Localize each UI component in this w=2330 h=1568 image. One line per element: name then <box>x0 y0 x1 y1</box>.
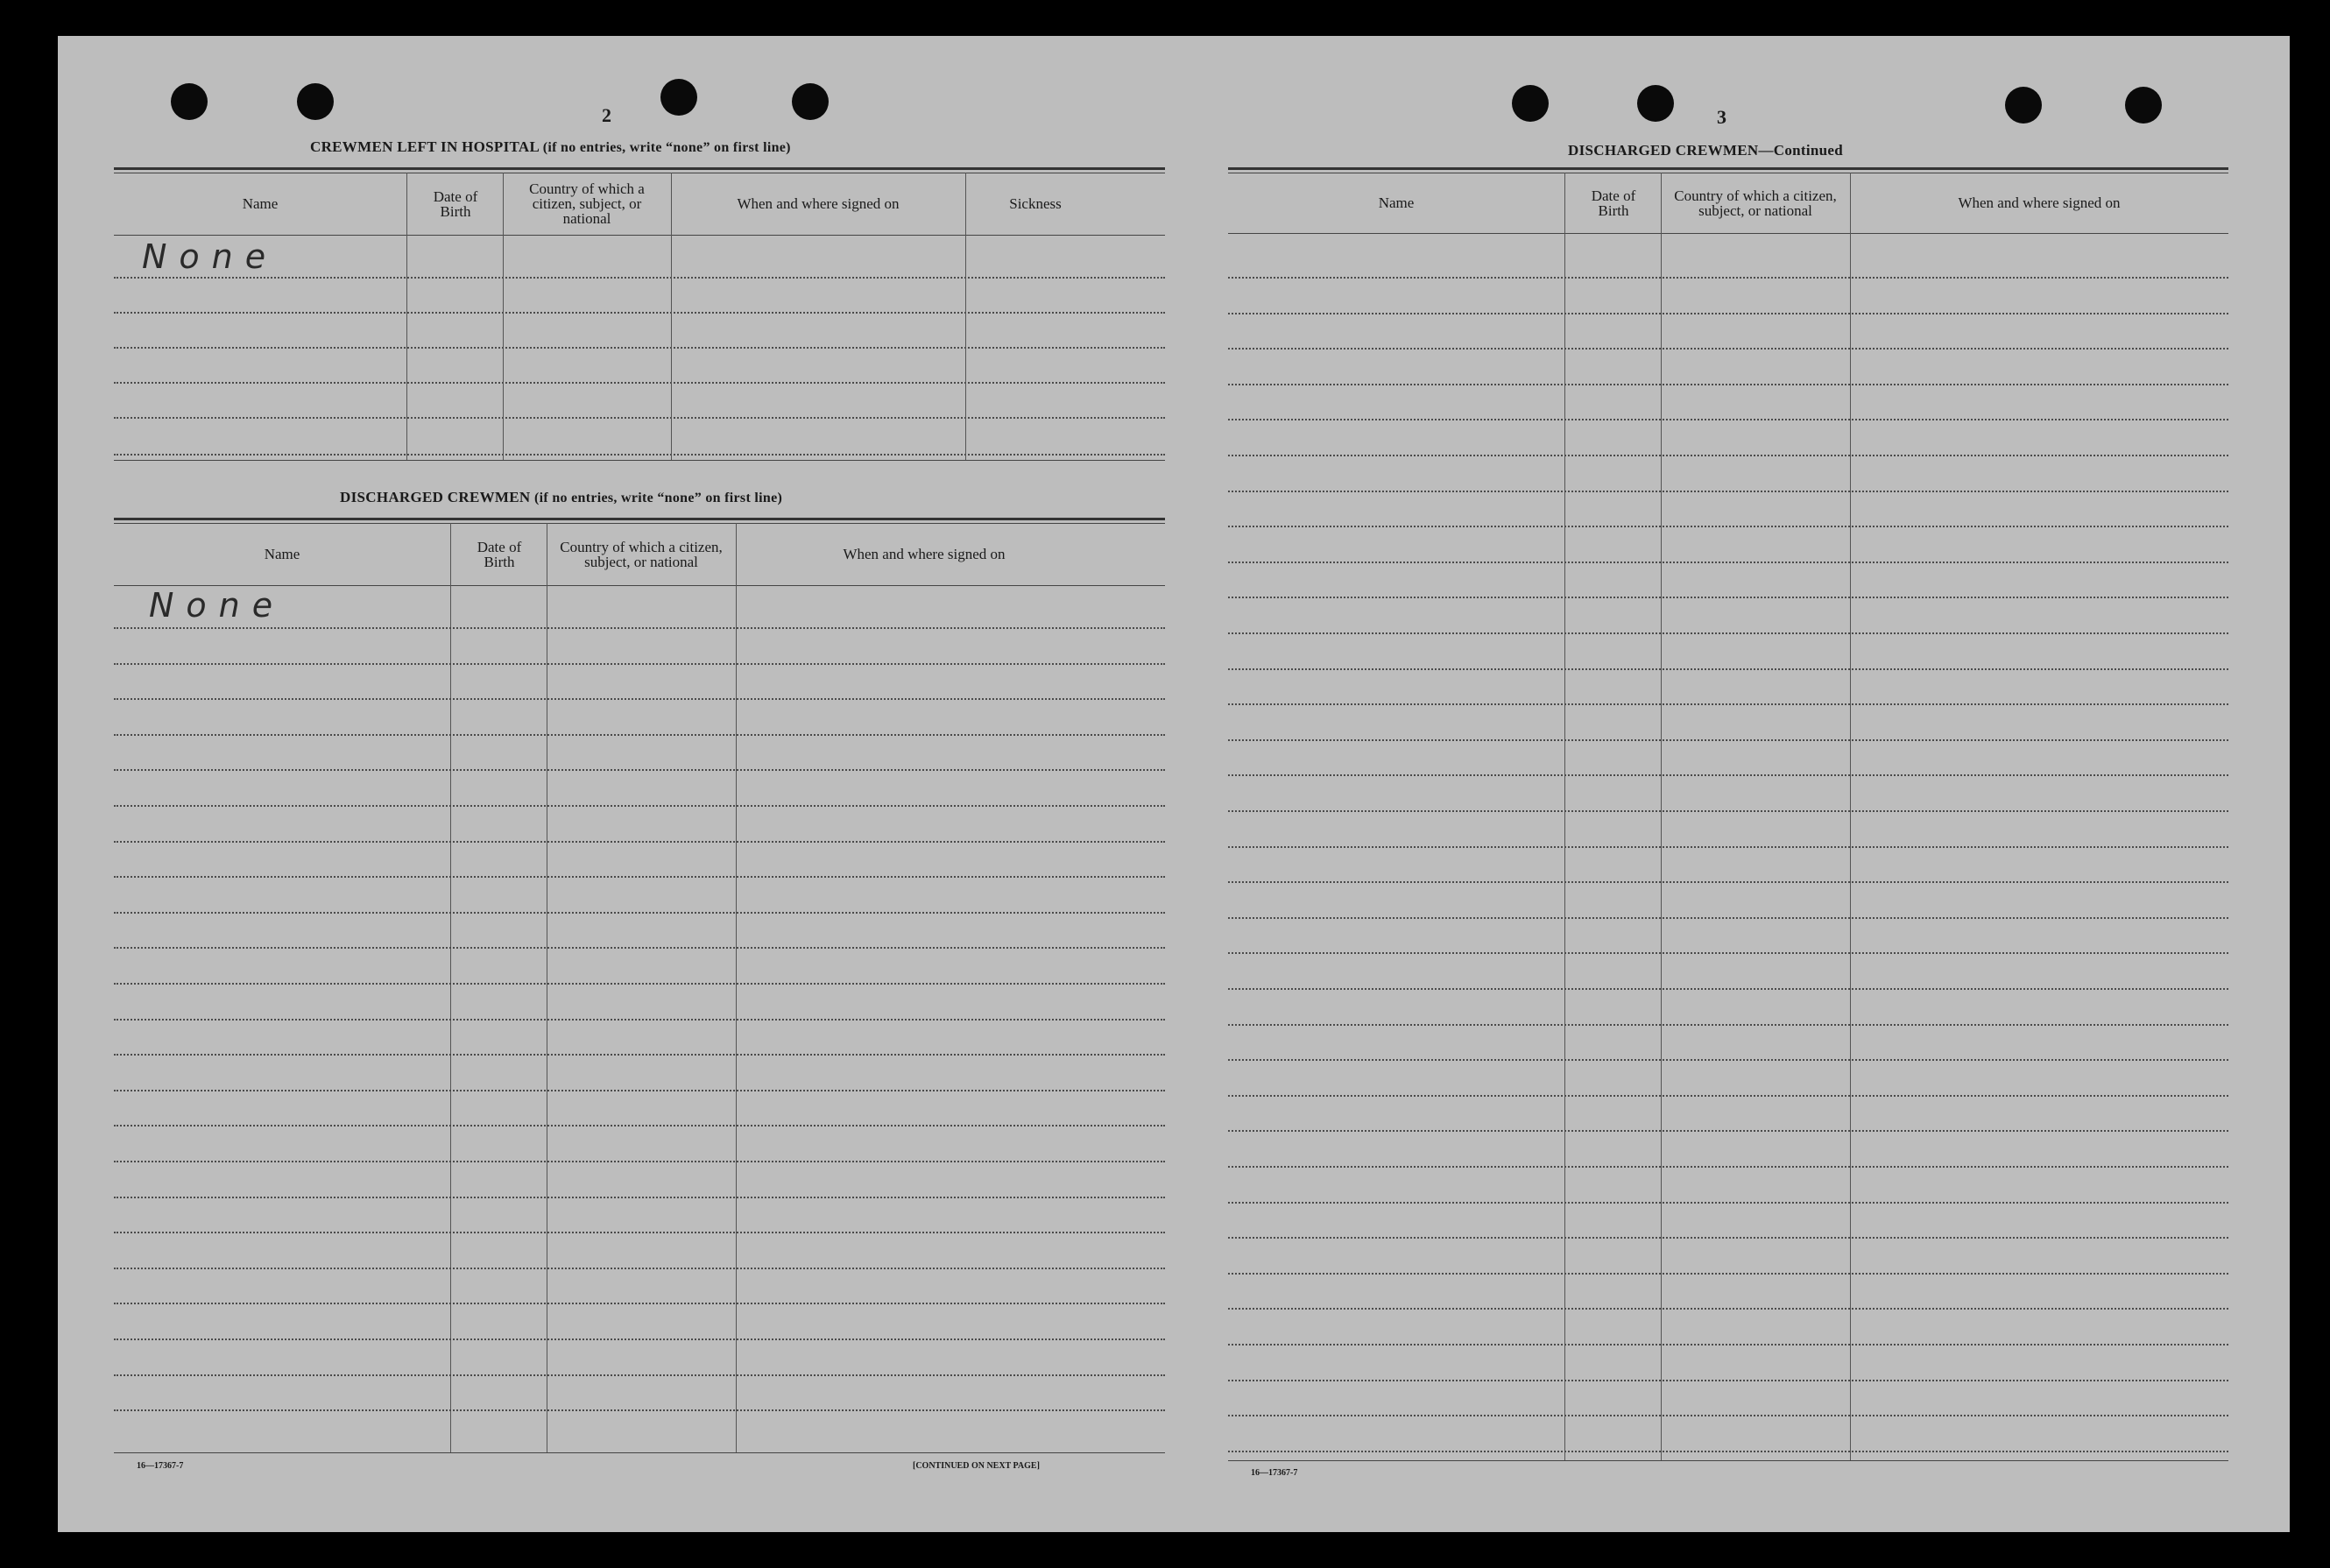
writing-line <box>114 769 1165 771</box>
writing-line <box>1228 491 2228 492</box>
discharged-title: DISCHARGED CREWMEN <box>340 489 531 505</box>
writing-line <box>1228 597 2228 598</box>
page-number-left: 2 <box>602 104 611 126</box>
right-header-date-of-birth: Date of Birth <box>1591 187 1636 219</box>
writing-line <box>1228 810 2228 812</box>
writing-line <box>114 627 1165 629</box>
punch-hole <box>171 83 208 120</box>
hospital-header-sickness: Sickness <box>1009 195 1062 212</box>
form-sheet <box>58 36 2290 1532</box>
writing-line <box>114 912 1165 914</box>
right-header-country: Country of which a citizen, subject, or national <box>1674 187 1837 219</box>
writing-line <box>114 698 1165 700</box>
discharged-header-signed-on: When and where signed on <box>843 546 1006 562</box>
hospital-table <box>114 167 1165 496</box>
form-number-left: 16—17367-7 <box>137 1461 184 1471</box>
discharged-table-right <box>1228 167 2228 1508</box>
writing-line <box>114 663 1165 665</box>
writing-line <box>1228 384 2228 385</box>
writing-line <box>114 1161 1165 1162</box>
discharged-header-name: Name <box>264 546 300 562</box>
punch-hole <box>660 79 697 116</box>
writing-line <box>1228 988 2228 990</box>
writing-line <box>114 876 1165 878</box>
punch-hole <box>2005 87 2042 124</box>
writing-line <box>1228 419 2228 420</box>
writing-line <box>1228 1344 2228 1346</box>
writing-line <box>1228 703 2228 705</box>
hospital-header-signed-on: When and where signed on <box>737 195 900 212</box>
discharged-entry-none: None <box>149 586 286 625</box>
writing-line <box>114 1090 1165 1091</box>
discharged-header-country: Country of which a citizen, subject, or national <box>560 538 723 570</box>
discharged-continued-title: DISCHARGED CREWMEN—Continued <box>1568 142 1843 159</box>
writing-line <box>1228 952 2228 954</box>
writing-line <box>1228 1202 2228 1204</box>
hospital-entry-none: None <box>142 237 279 276</box>
hospital-header-date-of-birth: Date of Birth <box>433 187 478 220</box>
writing-line <box>1228 455 2228 456</box>
writing-line <box>114 1054 1165 1056</box>
writing-line <box>1228 562 2228 563</box>
right-header-name: Name <box>1378 194 1415 211</box>
writing-line <box>114 1409 1165 1411</box>
writing-line <box>114 841 1165 843</box>
hospital-subtitle: (if no entries, write “none” on first line) <box>542 140 791 155</box>
writing-line <box>1228 1415 2228 1416</box>
punch-hole <box>792 83 829 120</box>
writing-line <box>114 1303 1165 1304</box>
discharged-subtitle: (if no entries, write “none” on first line) <box>534 491 783 505</box>
writing-line <box>1228 846 2228 848</box>
writing-line <box>1228 277 2228 279</box>
hospital-header-country: Country of which a citizen, subject, or national <box>529 180 645 227</box>
writing-line <box>1228 668 2228 670</box>
writing-line <box>114 1232 1165 1233</box>
writing-line <box>1228 1308 2228 1310</box>
writing-line <box>1228 1095 2228 1097</box>
writing-line <box>1228 313 2228 314</box>
continued-note: [CONTINUED ON NEXT PAGE] <box>913 1461 1040 1471</box>
punch-hole <box>1637 85 1674 122</box>
writing-line <box>114 1338 1165 1340</box>
writing-line <box>114 1268 1165 1269</box>
writing-line <box>1228 1059 2228 1061</box>
right-header-signed-on: When and where signed on <box>1958 194 2121 211</box>
writing-line <box>1228 739 2228 741</box>
writing-line <box>1228 1380 2228 1381</box>
writing-line <box>1228 1166 2228 1168</box>
writing-line <box>114 1374 1165 1376</box>
punch-hole <box>1512 85 1549 122</box>
writing-line <box>114 805 1165 807</box>
writing-line <box>1228 632 2228 634</box>
writing-line <box>1228 881 2228 883</box>
hospital-header-name: Name <box>242 195 279 212</box>
writing-line <box>1228 917 2228 919</box>
page-number-right: 3 <box>1717 106 1726 128</box>
writing-line <box>114 983 1165 985</box>
writing-line <box>1228 1237 2228 1239</box>
writing-line <box>114 1197 1165 1198</box>
writing-line <box>1228 526 2228 527</box>
discharged-header-date-of-birth: Date of Birth <box>477 538 522 570</box>
writing-line <box>1228 348 2228 350</box>
writing-line <box>114 1125 1165 1127</box>
writing-line <box>1228 1024 2228 1026</box>
writing-line <box>1228 1130 2228 1132</box>
punch-hole <box>297 83 334 120</box>
writing-line <box>114 734 1165 736</box>
discharged-section-title <box>340 489 782 506</box>
punch-hole <box>2125 87 2162 124</box>
writing-line <box>114 947 1165 949</box>
form-number-right: 16—17367-7 <box>1251 1468 1298 1478</box>
writing-line <box>1228 1451 2228 1452</box>
hospital-section-title <box>310 138 791 156</box>
discharged-table-left <box>114 518 1165 1508</box>
writing-line <box>1228 774 2228 776</box>
writing-line <box>1228 1273 2228 1275</box>
hospital-title: CREWMEN LEFT IN HOSPITAL <box>310 138 540 155</box>
writing-line <box>114 1019 1165 1021</box>
